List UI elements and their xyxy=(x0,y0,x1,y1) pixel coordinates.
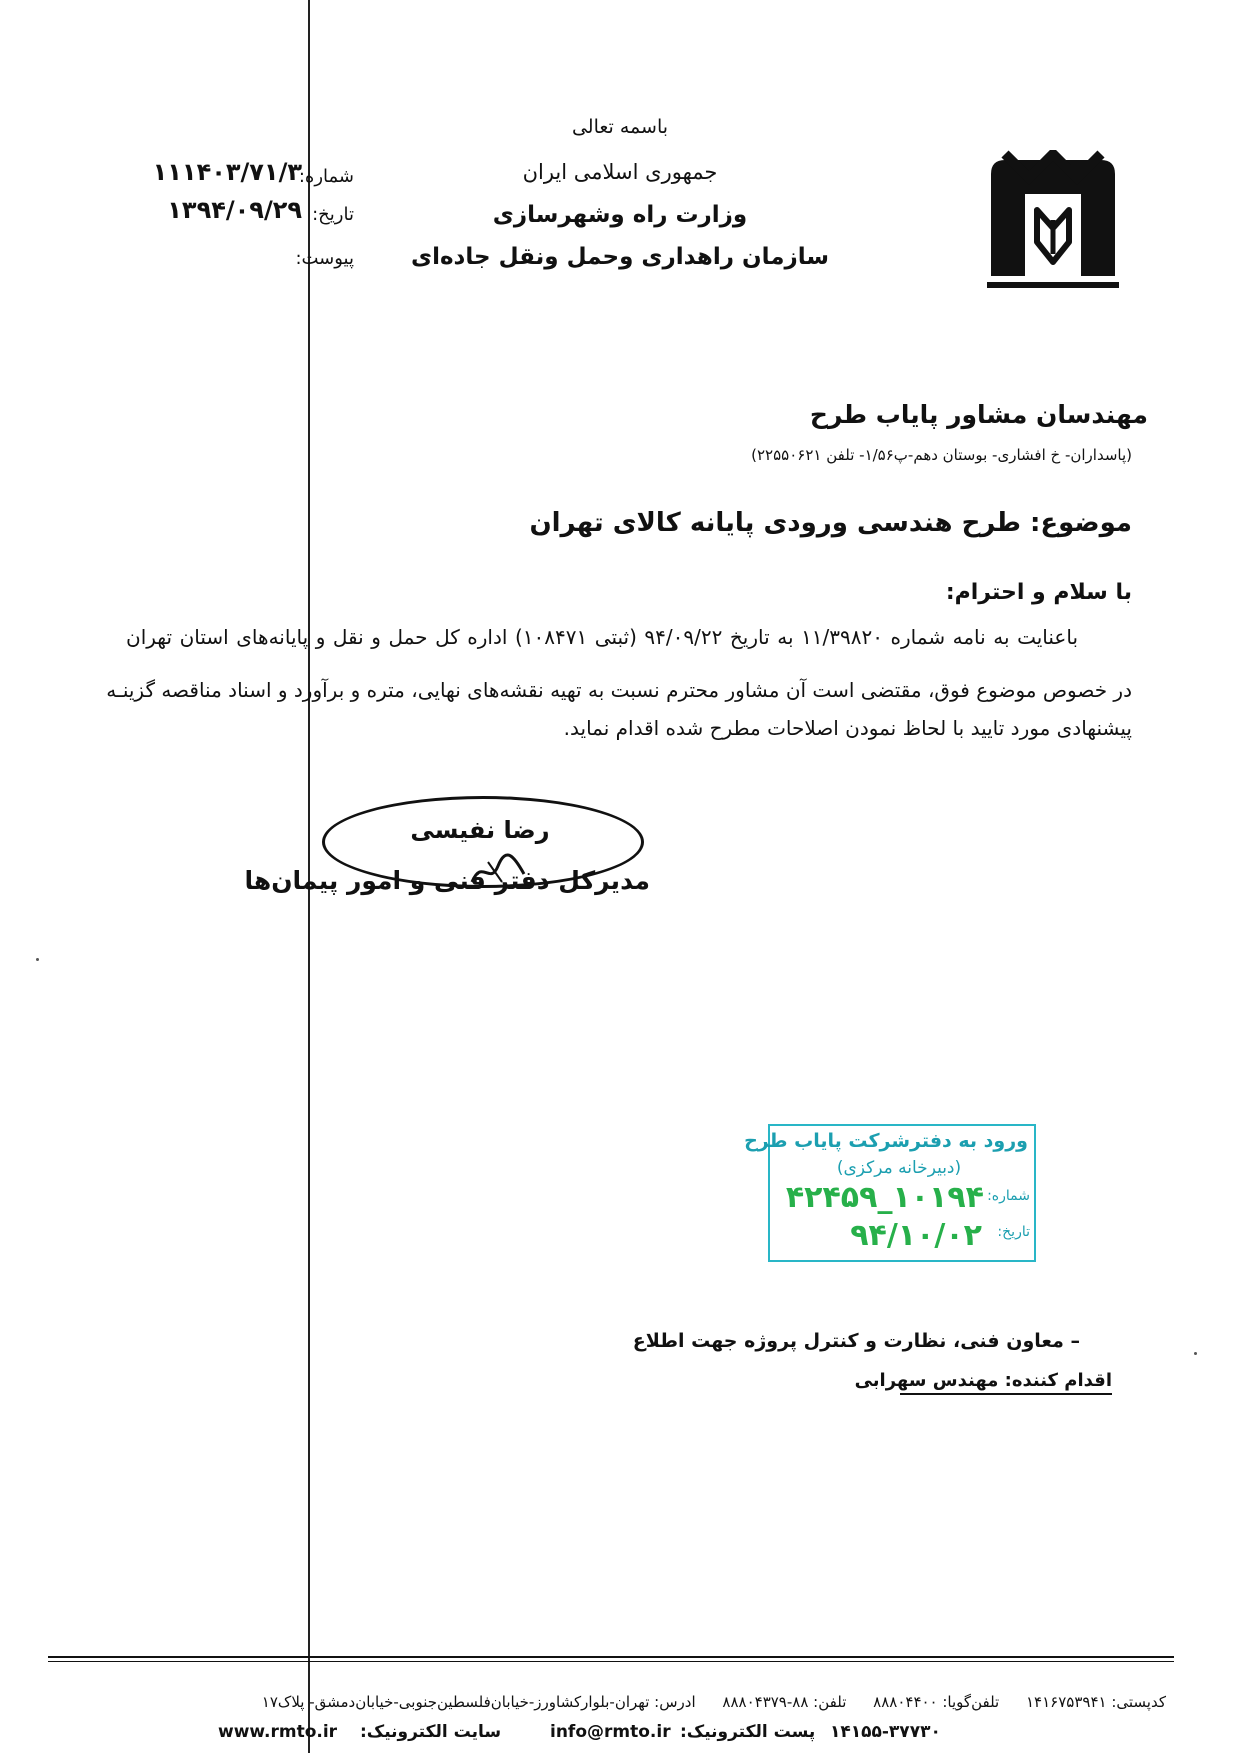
rmto-logo-icon xyxy=(985,150,1121,290)
ref-number-value: ۱۱۱۴۰۳/۷۱/۳ xyxy=(152,158,302,186)
stamp-number-label: شماره: xyxy=(987,1188,1030,1204)
stamp-date-value: ۹۴/۱۰/۰۲ xyxy=(850,1218,982,1253)
footer-divider xyxy=(48,1656,1174,1658)
letter-subject: موضوع: طرح هندسی ورودی پایانه کالای تهران xyxy=(529,508,1132,538)
stamp-number-value: ۱۰۱۹۴_۴۲۴۵۹ xyxy=(785,1180,984,1215)
footer-postal-code: کدپستی: ۱۴۱۶۷۵۳۹۴۱ xyxy=(1026,1693,1166,1711)
recipient-address: (پاسداران- خ افشاری- بوستان دهم-پ۱/۵۶- تلفن ۲۲۵۵۰۶۲۱) xyxy=(751,446,1132,464)
ref-date-value: ۱۳۹۴/۰۹/۲۹ xyxy=(167,196,302,224)
footer-voice-phone: تلفن‌گویا: ۸۸۸۰۴۴۰۰ xyxy=(873,1693,1000,1711)
received-stamp xyxy=(744,1124,1036,1262)
cc-line: – معاون فنی، نظارت و کنترل پروژه جهت اطلاع xyxy=(632,1330,1080,1352)
footer-divider xyxy=(48,1661,1174,1662)
signer-name: رضا نفیسی xyxy=(410,816,550,844)
scan-speck xyxy=(1194,1352,1197,1355)
footer-address: ادرس: تهران-بلوارکشاورز-خیابان‌فلسطین‌جنوبی-خیابان‌دمشق- پلاک۱۷ xyxy=(261,1693,696,1711)
letter-greeting: با سلام و احترام: xyxy=(945,580,1132,605)
footer-website: www.rmto.ir xyxy=(218,1722,338,1742)
bismillah-heading: باسمه تعالی xyxy=(571,116,669,138)
action-officer: اقدام کننده: مهندس سهرابی xyxy=(900,1370,1112,1395)
recipient-name: مهندسان مشاور پایاب طرح xyxy=(809,400,1148,429)
republic-heading: جمهوری اسلامی ایران xyxy=(522,160,718,184)
footer-phone: تلفن: ۸۸-۸۸۸۰۴۳۷۹ xyxy=(722,1693,847,1711)
stamp-title: ورود به دفترشرکت پایاب طرح xyxy=(744,1130,1028,1152)
stamp-subtitle: (دبیرخانه مرکزی) xyxy=(836,1158,962,1178)
ministry-heading: وزارت راه وشهرسازی xyxy=(492,202,748,228)
footer-contact-row xyxy=(130,1693,1166,1711)
stamp-date-label: تاریخ: xyxy=(997,1224,1030,1240)
ref-number-label: شماره: xyxy=(298,166,354,187)
body-line: در خصوص موضوع فوق، مقتضی است آن مشاور محترم نسبت به تهیه نقشه‌های نهایی، متره و برآورد و اسناد مناقصه گزینـه xyxy=(106,678,1132,702)
ref-attachment-label: پیوست: xyxy=(295,248,354,269)
ref-date-label: تاریخ: xyxy=(312,204,354,225)
signer-title: مدیرکل دفتر فنی و امور پیمان‌ها xyxy=(244,866,650,895)
scan-speck xyxy=(36,958,39,961)
footer-email-label: پست الکترونیک: xyxy=(680,1722,816,1742)
footer-website-label: سایت الکترونیک: xyxy=(360,1722,502,1742)
body-line: پیشنهادی مورد تایید با لحاظ نمودن اصلاحات مطرح شده اقدام نماید. xyxy=(563,716,1132,740)
organization-heading: سازمان راهداری وحمل ونقل جاده‌ای xyxy=(411,244,829,270)
body-line: باعنایت به نامه شماره ۱۱/۳۹۸۲۰ به تاریخ ۹۴/۰۹/۲۲ (ثبتی ۱۰۸۴۷۱) اداره کل حمل و نقل و پایانه‌های استان تهران xyxy=(126,625,1079,649)
footer-po-box: ۱۴۱۵۵-۳۷۷۳۰ xyxy=(830,1722,941,1742)
footer-email: info@rmto.ir xyxy=(550,1722,671,1742)
